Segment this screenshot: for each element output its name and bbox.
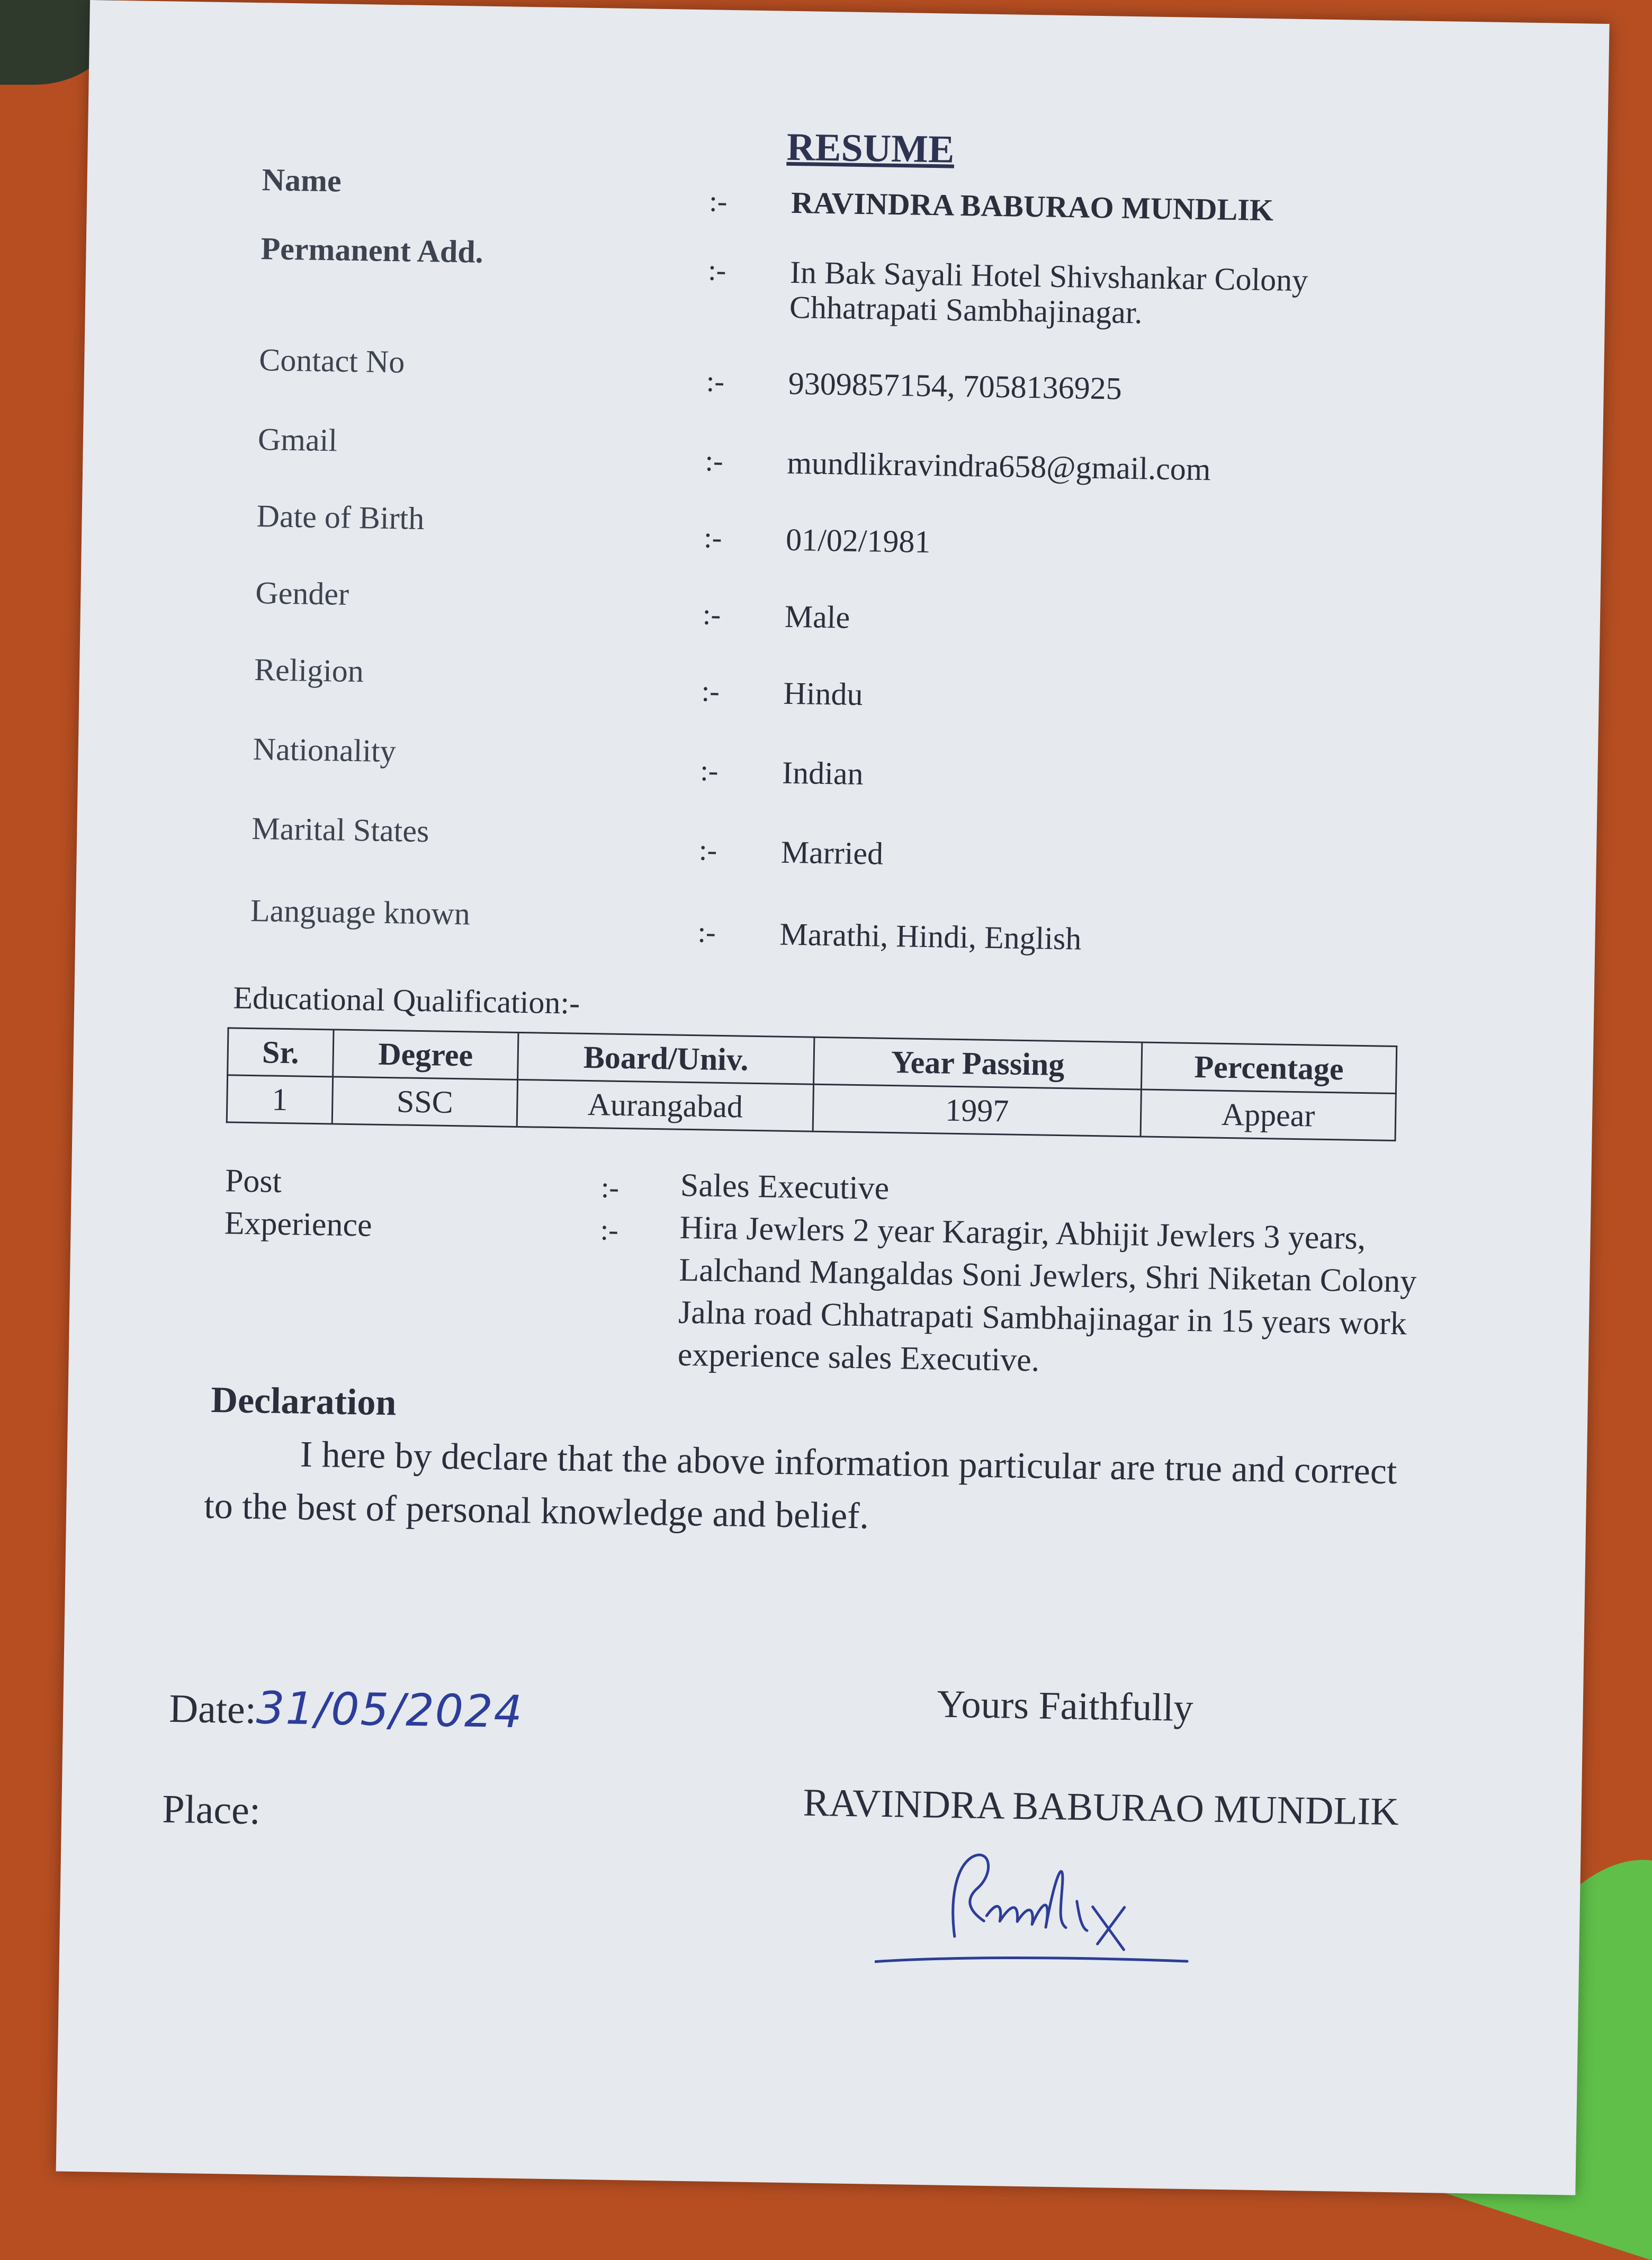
detail-row-language [75,890,1596,982]
declaration-text: I here by declare that the above information particular are true and correct to the best of personal knowledge and belief. [203,1434,1397,1537]
detail-value: Marathi, Hindi, English [779,916,1082,957]
table-header-cell: Board/Univ. [518,1032,814,1084]
detail-row-nationality [77,728,1598,821]
experience-value: Hira Jewlers 2 year Karagir, Abhijit Jewlers 3 years, Lalchand Mangaldas Soni Jewlers, Shri Niketan Colony Jalna road Chhatrapati Sambhajinagar in 15 years work experience sales Executive. [677,1209,1417,1379]
detail-value: 9309857154, 7058136925 [788,365,1123,406]
detail-label: Marital States [251,810,429,849]
detail-value: RAVINDRA BABURAO MUNDLIK [791,185,1274,228]
detail-label: Language known [250,892,471,932]
signatory-name: RAVINDRA BABURAO MUNDLIK [803,1781,1399,1834]
separator: :- [707,254,726,287]
detail-row-dob [81,495,1602,588]
resume-page [56,0,1610,2195]
detail-value: Married [780,834,884,871]
place-label: Place: [161,1786,261,1833]
separator: :- [702,598,721,631]
separator: :- [706,365,725,398]
detail-row-gender [80,572,1601,665]
detail-label: Permanent Add. [261,231,484,270]
separator: :- [699,754,719,788]
detail-value: In Bak Sayali Hotel Shivshankar Colony Chhatrapati Sambhajinagar. [789,254,1308,330]
date-value: 31/05/2024 [256,1682,524,1738]
detail-value: 01/02/1981 [785,522,931,560]
detail-row-contact [84,339,1604,432]
separator: :- [697,916,716,949]
separator: :- [704,444,724,478]
table-header-cell: Percentage [1141,1042,1396,1094]
detail-row-religion [79,649,1600,742]
separator: :- [701,675,720,708]
detail-label: Gender [255,575,349,612]
detail-label: Nationality [253,731,397,769]
detail-label: Contact No [258,342,405,380]
table-header-cell: Year Passing [814,1037,1142,1089]
education-table [226,1027,1398,1141]
detail-row-gmail [83,418,1603,511]
signature [875,1835,1205,1978]
experience-label: Experience [224,1205,373,1244]
separator: :- [703,521,722,555]
table-header-cell: Degree [333,1030,518,1079]
separator: :- [600,1171,620,1204]
detail-value: mundlikravindra658@gmail.com [786,445,1211,487]
separator: :- [708,185,728,218]
detail-value: Indian [782,755,864,792]
date-label: Date: [168,1686,257,1732]
table-cell: Appear [1141,1089,1396,1141]
table-cell: Aurangabad [517,1079,813,1131]
table-header-cell: Sr. [228,1028,334,1077]
post-label: Post [225,1163,282,1200]
table-cell: 1997 [813,1084,1141,1137]
detail-label: Name [262,162,342,199]
separator: :- [600,1213,619,1247]
date-line [169,1681,524,1738]
closing-text: Yours Faithfully [937,1682,1194,1730]
separator: :- [698,834,717,867]
detail-value: Hindu [783,675,864,712]
detail-label: Gmail [257,422,338,458]
post-value: Sales Executive [680,1167,890,1207]
detail-value: Male [784,599,850,635]
education-heading: Educational Qualification:- [232,980,580,1021]
page-title: RESUME [786,125,955,172]
declaration-title: Declaration [210,1379,397,1424]
table-cell: 1 [227,1075,333,1124]
detail-label: Religion [254,652,364,689]
detail-row-marital [76,808,1597,900]
table-cell: SSC [332,1077,517,1127]
detail-label: Date of Birth [256,498,425,537]
